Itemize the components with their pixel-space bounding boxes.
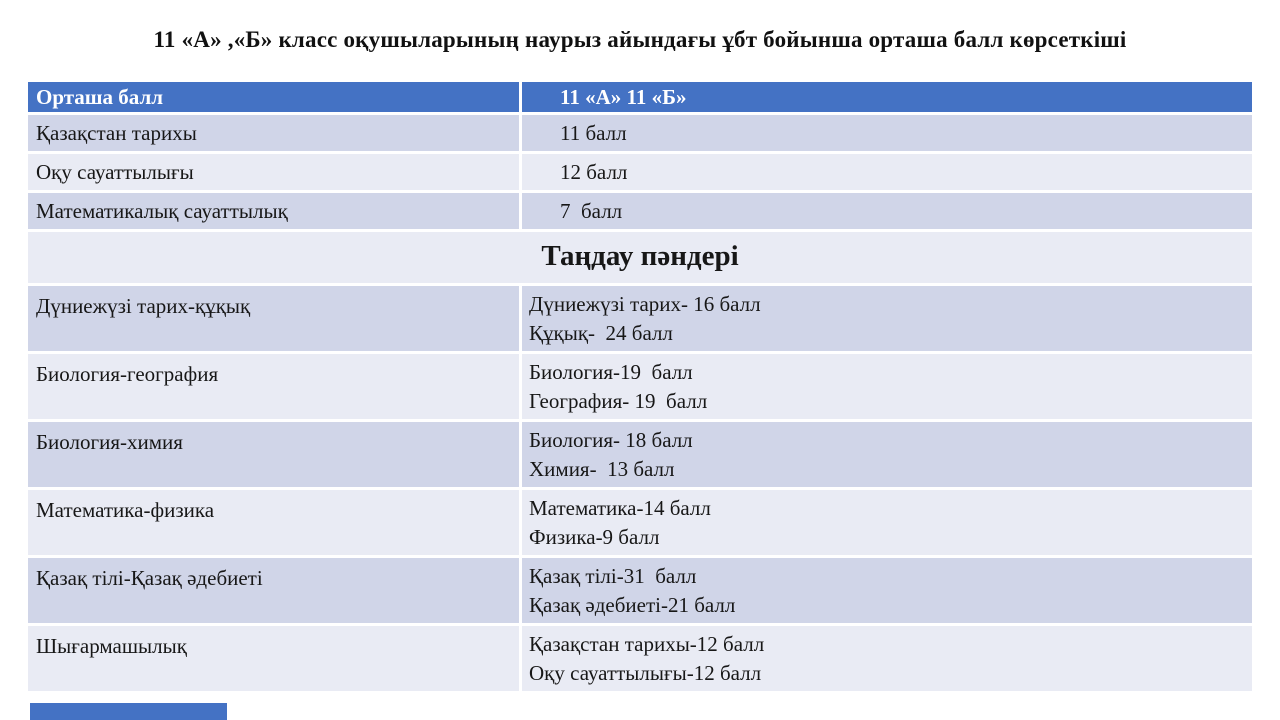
subject-cell: Математикалық сауаттылық: [28, 193, 522, 229]
table-row: [28, 422, 1252, 487]
bottom-accent-bar: [30, 703, 227, 720]
score-line: Дүниежүзі тарих- 16 балл: [529, 292, 761, 316]
score-line: Оқу сауаттылығы-12 балл: [529, 661, 762, 685]
header-cell-classes: 11 «А» 11 «Б»: [560, 85, 687, 109]
score-line: Қазақстан тарихы-12 балл: [529, 632, 765, 656]
score-cell: 11 балл: [560, 121, 627, 145]
subject-cell: Шығармашылық: [28, 626, 522, 691]
scores-table: [28, 82, 1252, 691]
section-title-row: [28, 232, 1252, 283]
score-cell: [522, 490, 1252, 555]
subject-cell: Қазақстан тарихы: [28, 115, 522, 151]
score-line: Биология-19 балл: [529, 360, 693, 384]
subject-cell: Оқу сауаттылығы: [28, 154, 522, 190]
subject-cell: Биология-география: [28, 354, 522, 419]
table-row: [28, 626, 1252, 691]
score-line: Құқық- 24 балл: [529, 321, 673, 345]
table-row: [28, 490, 1252, 555]
subject-cell: Қазақ тілі-Қазақ әдебиеті: [28, 558, 522, 623]
score-line: Физика-9 балл: [529, 525, 660, 549]
score-line: Математика-14 балл: [529, 496, 711, 520]
score-cell: [522, 558, 1252, 623]
subject-cell: Биология-химия: [28, 422, 522, 487]
table-row: [28, 354, 1252, 419]
table-row: [28, 115, 1252, 151]
table-row: [28, 193, 1252, 229]
score-cell: 7 балл: [560, 199, 623, 223]
page-title: 11 «А» ,«Б» класс оқушыларының наурыз айындағы ұбт бойынша орташа балл көрсеткіші: [153, 27, 1127, 52]
table-row: [28, 154, 1252, 190]
score-cell: [522, 626, 1252, 691]
score-cell: [522, 422, 1252, 487]
subject-cell: Математика-физика: [28, 490, 522, 555]
score-cell: 12 балл: [560, 160, 628, 184]
table-row: [28, 558, 1252, 623]
section-title: Таңдау пәндері: [541, 240, 739, 272]
score-cell: [522, 354, 1252, 419]
score-line: Қазақ әдебиеті-21 балл: [529, 593, 736, 617]
subject-cell: Дүниежүзі тарих-құқық: [28, 286, 522, 351]
score-line: Қазақ тілі-31 балл: [529, 564, 697, 588]
score-line: Биология- 18 балл: [529, 428, 693, 452]
score-line: Химия- 13 балл: [529, 457, 675, 481]
table-row: [28, 286, 1252, 351]
score-line: География- 19 балл: [529, 389, 708, 413]
header-cell-subject: Орташа балл: [28, 82, 522, 112]
table-header-row: [28, 82, 1252, 112]
score-cell: [522, 286, 1252, 351]
